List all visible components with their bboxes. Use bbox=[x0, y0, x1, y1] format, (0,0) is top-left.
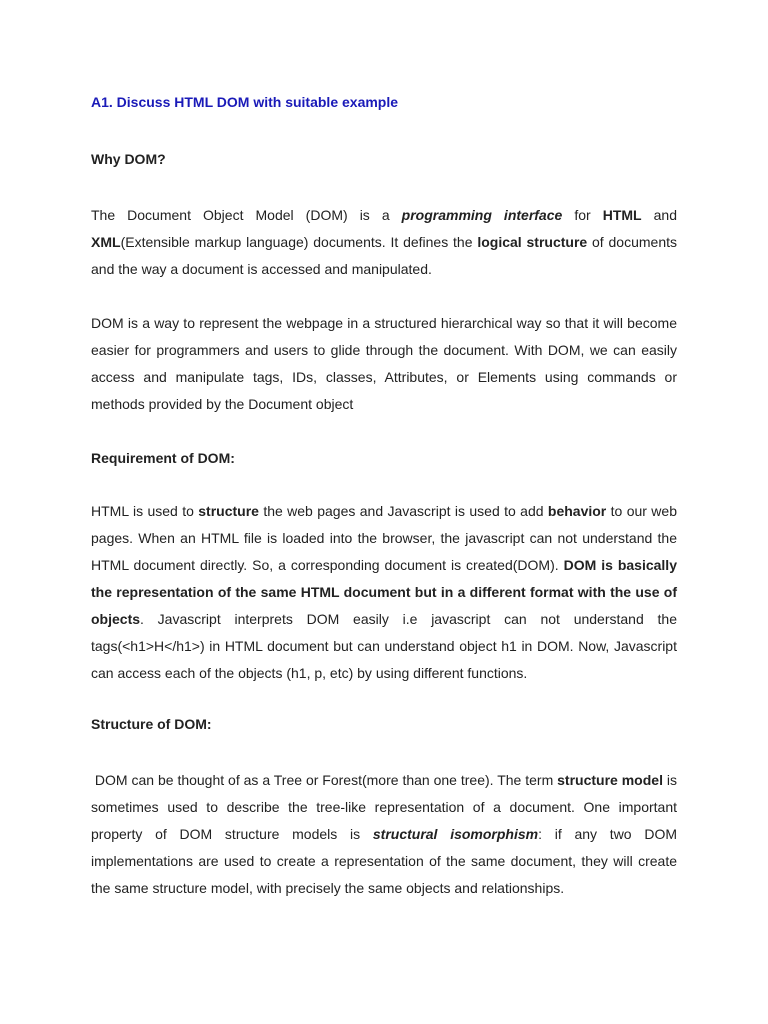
term-programming-interface: programming interface bbox=[401, 207, 563, 223]
term-xml: XML bbox=[91, 234, 121, 250]
term-behavior: behavior bbox=[547, 503, 607, 519]
requirement-heading: Requirement of DOM: bbox=[91, 450, 235, 466]
why-dom-paragraph-1: The Document Object Model (DOM) is a programming interface for HTML and XML(Extensible markup language) documents. It defines the logical structure of documents and the way a document is accessed and manipulated. bbox=[91, 207, 678, 277]
requirement-paragraph: HTML is used to structure the web pages and Javascript is used to add behavior to our web pages. When an HTML file is loaded into the browser, the javascript can not understand the HTML document directly. So, a corresponding document is created(DOM). DOM is basically the representation of the same HTML document but in a different format with the use of objects. Javascript interprets DOM easily i.e javascript can not understand the tags(<h1>H</h1>) in HTML document but can understand object h1 in DOM. Now, Javascript can access each of the objects (h1, p, etc) by using different functions. bbox=[91, 503, 677, 681]
structure-heading: Structure of DOM: bbox=[91, 716, 212, 732]
structure-paragraph: DOM can be thought of as a Tree or Forest(more than one tree). The term structure model is sometimes used to describe the tree-like representation of a document. One important property of DOM structure models is structural isomorphism: if any two DOM implementations are used to create a representation of the same document, they will create the same structure model, with precisely the same objects and relationships. bbox=[91, 772, 677, 896]
term-structure-model: structure model bbox=[557, 772, 663, 788]
document-title: A1. Discuss HTML DOM with suitable example bbox=[91, 94, 399, 110]
term-logical-structure: logical structure bbox=[477, 234, 588, 250]
dom-definition-highlight: DOM is basically the representation of the same HTML document but in a different format with the use of objects bbox=[91, 557, 677, 627]
term-html: HTML bbox=[602, 207, 642, 223]
term-structure: structure bbox=[198, 503, 259, 519]
term-structural-isomorphism: structural isomorphism bbox=[372, 826, 539, 842]
why-dom-paragraph-2: DOM is a way to represent the webpage in a structured hierarchical way so that it will become easier for programmers and users to glide through the document. With DOM, we can easily access and manipulate tags, IDs, classes, Attributes, or Elements using commands or methods provided by the Document object bbox=[91, 315, 677, 412]
why-dom-heading: Why DOM? bbox=[91, 151, 166, 167]
document-page bbox=[91, 92, 677, 902]
